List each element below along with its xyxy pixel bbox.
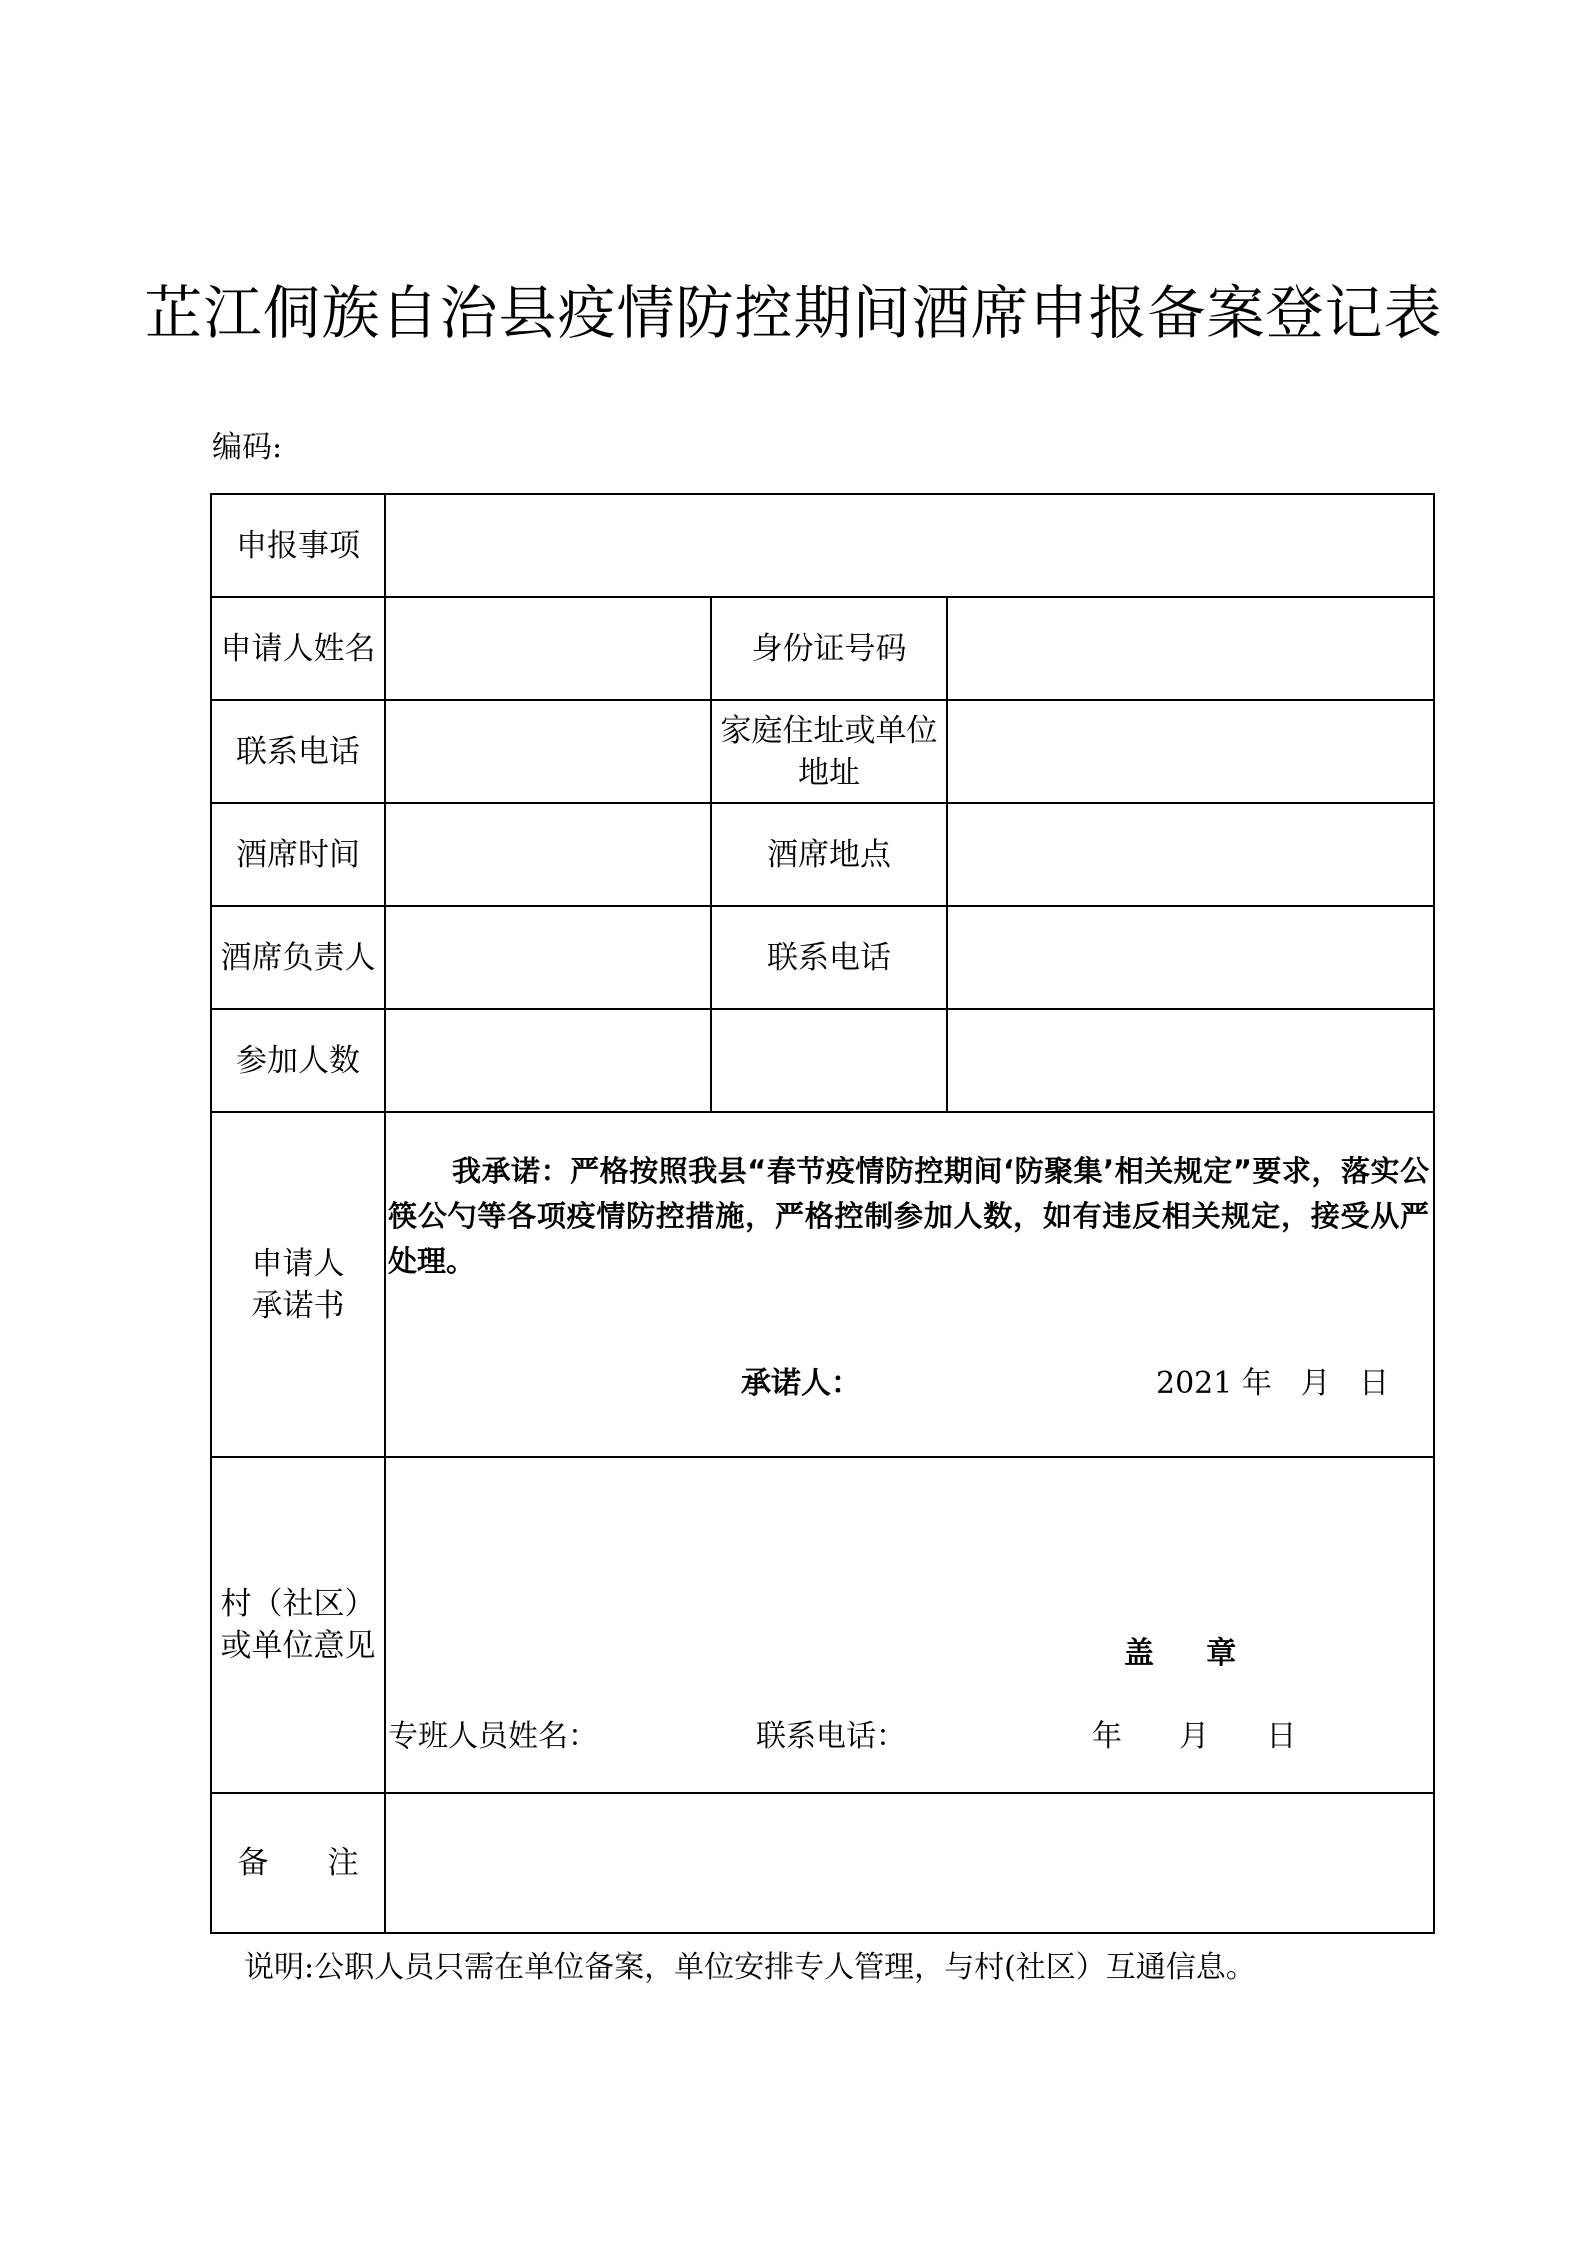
- staff-name-label: 专班人员姓名：: [388, 1719, 598, 1754]
- code-label: 编码:: [212, 430, 283, 465]
- banquet-time-label: 酒席时间: [211, 803, 385, 906]
- attendee-count-field[interactable]: [385, 1009, 711, 1112]
- footnote: 说明:公职人员只需在单位备案，单位安排专人管理，与村(社区）互通信息。: [244, 1950, 1256, 1985]
- opinion-cell[interactable]: [385, 1457, 1434, 1793]
- contact-phone-label: 联系电话: [211, 700, 385, 803]
- form-title: 芷江侗族自治县疫情防控期间酒席申报备案登记表: [144, 279, 1443, 347]
- row-attendees: [211, 1009, 1434, 1112]
- seal-label: 盖 章: [1124, 1636, 1237, 1671]
- opinion-label-line2: 或单位意见: [220, 1628, 376, 1664]
- row-declare-item: [211, 494, 1434, 597]
- address-label: [711, 700, 947, 803]
- opinion-date: 年 月 日: [1092, 1719, 1297, 1754]
- declare-item-label: 申报事项: [211, 494, 385, 597]
- pledge-label: [211, 1112, 385, 1457]
- row-remark: [211, 1793, 1434, 1933]
- address-field[interactable]: [947, 700, 1434, 803]
- remark-field[interactable]: [385, 1793, 1434, 1933]
- row-contact: [211, 700, 1434, 803]
- banquet-manager-field[interactable]: [385, 906, 711, 1009]
- id-number-label: 身份证号码: [711, 597, 947, 700]
- row-banquet: [211, 803, 1434, 906]
- pledger-label: 承诺人：: [741, 1366, 861, 1401]
- contact-phone-field[interactable]: [385, 700, 711, 803]
- registration-form-table: [210, 493, 1435, 1934]
- row-opinion: [211, 1457, 1434, 1793]
- banquet-place-label: 酒席地点: [711, 803, 947, 906]
- manager-phone-label: 联系电话: [711, 906, 947, 1009]
- pledge-text: 我承诺：严格按照我县“春节疫情防控期间‘防聚集’相关规定”要求，落实公筷公勺等各项疫情防控措施，严格控制参加人数，如有违反相关规定，接受从严处理。: [388, 1154, 1430, 1278]
- row-applicant: [211, 597, 1434, 700]
- manager-phone-field[interactable]: [947, 906, 1434, 1009]
- attendee-count-label: 参加人数: [211, 1009, 385, 1112]
- address-label-line2: 地址: [798, 754, 860, 791]
- pledge-label-line2: 承诺书: [251, 1287, 345, 1324]
- address-label-line1: 家庭住址或单位: [720, 712, 938, 749]
- declare-item-field[interactable]: [385, 494, 1434, 597]
- staff-phone-label: 联系电话：: [756, 1719, 906, 1754]
- applicant-name-field[interactable]: [385, 597, 711, 700]
- remark-label: 备 注: [211, 1793, 385, 1933]
- opinion-label: [211, 1457, 385, 1793]
- banquet-place-field[interactable]: [947, 803, 1434, 906]
- banquet-time-field[interactable]: [385, 803, 711, 906]
- empty-cell-a[interactable]: [711, 1009, 947, 1112]
- row-manager: [211, 906, 1434, 1009]
- opinion-label-line1: 村（社区）: [220, 1586, 376, 1622]
- pledge-date: 2021 年 月 日: [1156, 1366, 1390, 1401]
- empty-cell-b[interactable]: [947, 1009, 1434, 1112]
- pledge-cell: [385, 1112, 1434, 1457]
- banquet-manager-label: 酒席负责人: [211, 906, 385, 1009]
- id-number-field[interactable]: [947, 597, 1434, 700]
- row-pledge: [211, 1112, 1434, 1457]
- applicant-name-label: 申请人姓名: [211, 597, 385, 700]
- pledge-label-line1: 申请人: [251, 1245, 345, 1282]
